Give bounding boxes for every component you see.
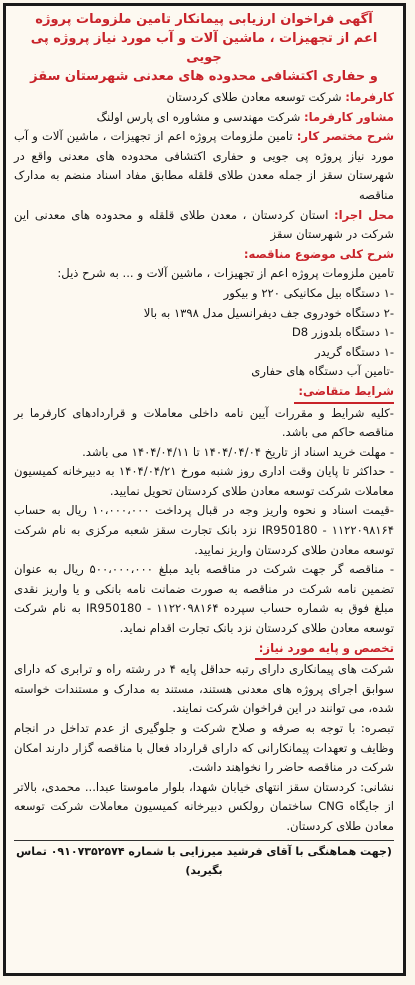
address-text: نشانی: کردستان سقز انتهای خیابان شهدا، بلوار ماموستا عبدا... محمدی، بالاتر از جایگاه CNG ساختمان رولکس دبیرخانه کمیسیون معاملات شرکت توسعه معادن طلای کردستان. <box>14 779 394 833</box>
qualification-heading: تخصص و پایه مورد نیاز: <box>255 639 394 661</box>
qualification-text: شرکت های پیمانکاری دارای رتبه حداقل پایه ۴ در رشته راه و ترابری که دارای سوابق اجرای پروژه های معدنی هستند، مستند به مدارک و مستندات خواسته شده، می توانند در این فراخوان شرکت نمایند. <box>14 662 394 716</box>
summary-label: شرح مختصر کار: <box>296 129 394 144</box>
conditions-heading: شرایط متقاضی: <box>294 382 394 404</box>
subject-intro: تامین ملزومات پروژه اعم از تجهیزات ، ماشین آلات و ... به شرح ذیل: <box>57 266 394 281</box>
notice-frame <box>3 3 406 976</box>
tender-notice <box>6 6 403 885</box>
employer-value: شرکت توسعه معادن طلای کردستان <box>166 90 346 104</box>
consultant-label: مشاور کارفرما: <box>304 109 394 124</box>
condition-item: - حداکثر تا پایان وقت اداری روز شنبه مورخ ۱۴۰۴/۰۴/۲۱ به دبیرخانه کمیسیون معاملات شرکت توسعه معادن طلای کردستان تحویل نمایید. <box>14 464 394 498</box>
title-line: آگهی فراخوان ارزیابی پیمانکار تامین ملزومات پروژه <box>35 12 373 27</box>
equipment-item: -تامین آب دستگاه های حفاری <box>251 364 394 379</box>
qualification-heading-row <box>14 639 394 661</box>
condition-item: - مهلت خرید اسناد از تاریخ ۱۴۰۴/۰۴/۰۴ تا ۱۴۰۴/۰۴/۱۱ می باشد. <box>82 444 394 459</box>
condition-item: -قیمت اسناد و نحوه واریز وجه در قبال پرداخت ۱۰،۰۰۰،۰۰۰ ریال به حساب ۱۱۲۲۰۹۸۱۶۴ - IR950180 نزد بانک تجارت سقز شعبه مرکزی به نام شرکت توسعه معادن طلای کردستان واریز نمایید. <box>14 503 394 557</box>
equipment-item: -۱ دستگاه بیل مکانیکی ۲۲۰ و بیکور <box>223 285 394 300</box>
note-text: تبصره: با توجه به صرفه و صلاح شرکت و جلوگیری از عدم تداخل در انجام وظایف و تعهدات پیمانکارانی که دارای قرارداد فعال با مناقصه گزار دارند امکان شرکت در مناقصه حاضر را نخواهند داشت. <box>14 721 394 775</box>
consultant-value: شرکت مهندسی و مشاوره ای پارس اولنگ <box>96 109 304 124</box>
location-row <box>14 206 394 245</box>
employer-row <box>14 88 394 108</box>
condition-item: - مناقصه گر جهت شرکت در مناقصه باید مبلغ ۵۰۰،۰۰۰،۰۰۰ ریال به عنوان تضمین نامه شرکت در مناقصه به صورت ضمانت نامه بانکی و یا واریز نقدی مبلغ فوق به شماره حساب سپرده ۱۱۲۲۰۹۸۱۶۴ - IR950180 به نام شرکت توسعه معادن طلای کردستان نزد بانک تجارت اقدام نماید. <box>14 562 395 636</box>
title-line: و حفاری اکتشافی محدوده های معدنی شهرستان سقز <box>30 69 378 84</box>
location-value: استان کردستان ، معدن طلای قلقله و محدوده های معدنی این شرکت در شهرستان سقز <box>14 207 394 242</box>
equipment-item: -۱ دستگاه بلدوزر D8 <box>291 325 394 340</box>
employer-label: کارفرما: <box>345 90 394 104</box>
title-line: اعم از تجهیزات ، ماشین آلات و آب مورد نیاز پروژه پی جویی <box>30 31 378 65</box>
notice-title <box>14 10 394 86</box>
condition-item: -کلیه شرایط و مقررات آیین نامه داخلی معاملات و قراردادهای کارفرما بر مناقصه حاکم می باشد. <box>14 405 394 440</box>
conditions-heading-row <box>14 382 394 404</box>
summary-value: تامین ملزومات پروژه اعم از تجهیزات ، ماشین آلات و آب مورد نیاز پروژه پی جویی و حفاری اکتشافی محدوده های معدنی واقع در شهرستان سقز از جمله معدن طلای قلقله مطابق مفاد اسناد منضم به مدارک مناقصه <box>14 129 394 202</box>
equipment-item: -۱ دستگاه گریدر <box>314 344 394 359</box>
summary-row <box>14 127 394 205</box>
subject-heading: شرح کلی موضوع مناقصه: <box>243 246 394 261</box>
location-label: محل اجرا: <box>334 207 394 222</box>
equipment-item: -۲ دستگاه خودروی جف دیفرانسیل مدل ۱۳۹۸ به بالا <box>143 305 394 320</box>
contact-line: (جهت هماهنگی با آقای فرشید میرزایی با شماره ۰۹۱۰۷۳۵۲۵۷۴ تماس بگیرید) <box>14 840 394 881</box>
consultant-row <box>14 108 394 128</box>
